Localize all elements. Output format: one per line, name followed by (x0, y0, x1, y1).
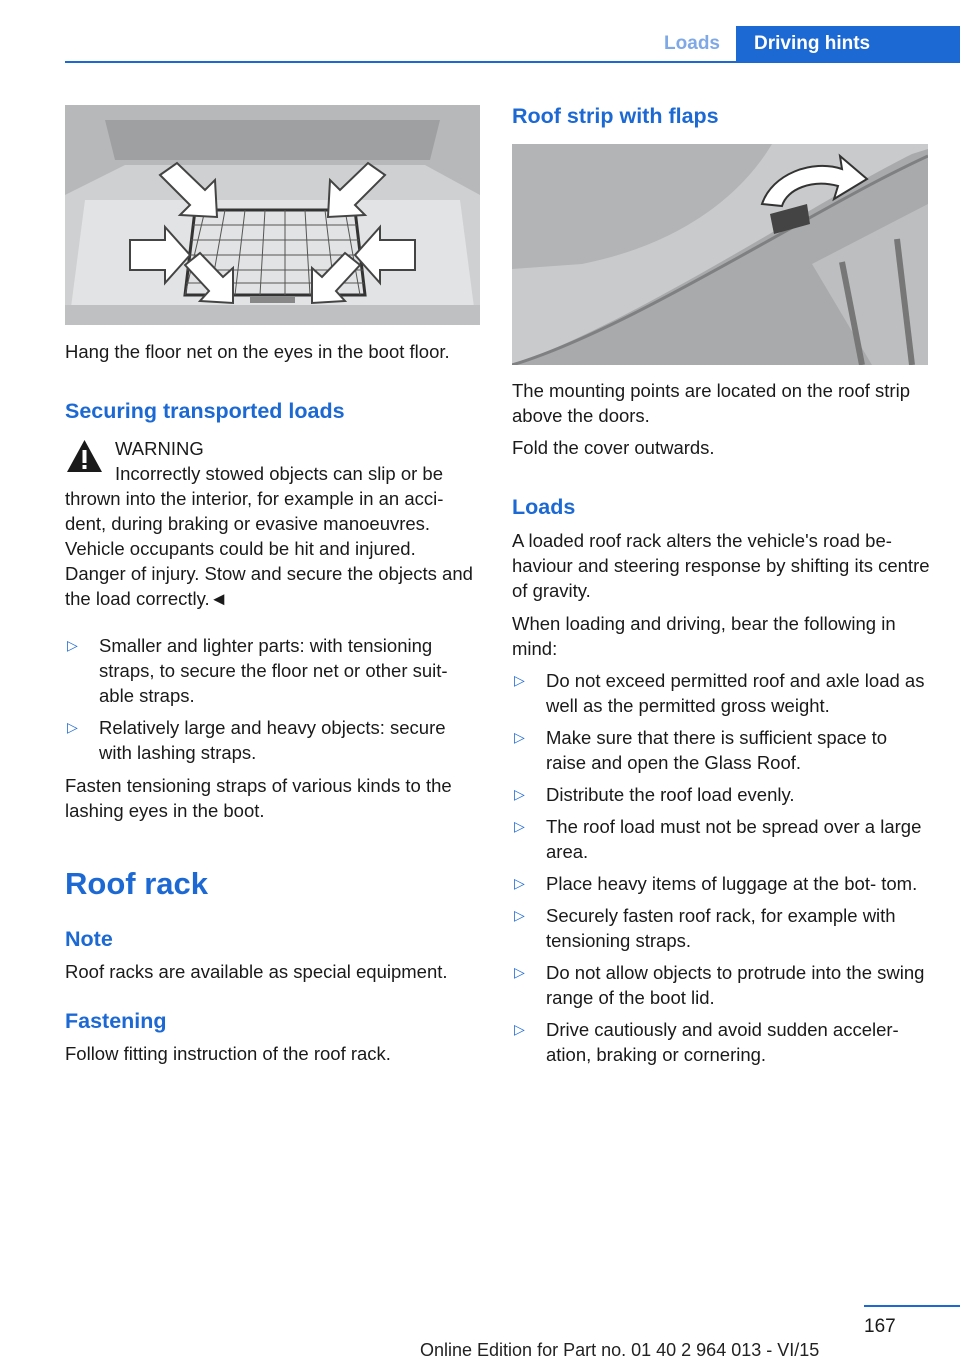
loading-bullet-list (512, 668, 930, 1074)
note-heading: Note (65, 927, 113, 951)
header-tab-driving-hints: Driving hints (736, 26, 960, 61)
list-item: ▷ The roof load must not be spread over a large area. (514, 816, 922, 862)
securing-bullet-list (65, 633, 480, 772)
warning-block (65, 436, 480, 611)
list-item: ▷ Smaller and lighter parts: with tensioning straps, to secure the floor net or other suit- able straps. (67, 635, 448, 706)
warning-triangle-icon (65, 436, 104, 478)
roof-strip-image (512, 144, 928, 365)
boot-floor-net-image (65, 105, 480, 325)
warning-title: WARNING (115, 438, 204, 459)
loads-text: A loaded roof rack alters the vehicle's road be- haviour and steering response by shifting its centre of gravity. (512, 530, 930, 601)
mounting-text: The mounting points are located on the roof strip above the doors. (512, 380, 910, 426)
triangle-bullet-icon: ▷ (514, 818, 525, 834)
fastening-heading: Fastening (65, 1009, 167, 1033)
triangle-bullet-icon: ▷ (514, 786, 525, 802)
fold-text: Fold the cover outwards. (512, 437, 715, 458)
list-item: ▷ Securely fasten roof rack, for example with tensioning straps. (514, 905, 896, 951)
triangle-bullet-icon: ▷ (514, 1021, 525, 1037)
list-item: ▷ Distribute the roof load evenly. (514, 784, 795, 805)
fastening-text: Follow fitting instruction of the roof rack. (65, 1043, 391, 1064)
footer-rule (864, 1305, 960, 1307)
roof-strip-heading: Roof strip with flaps (512, 104, 719, 128)
note-text: Roof racks are available as special equipment. (65, 961, 448, 982)
list-item: ▷ Place heavy items of luggage at the bot- tom. (514, 873, 918, 894)
loading-intro: When loading and driving, bear the following in mind: (512, 613, 896, 659)
list-item: ▷ Do not allow objects to protrude into the swing range of the boot lid. (514, 962, 925, 1008)
triangle-bullet-icon: ▷ (514, 907, 525, 923)
securing-loads-heading: Securing transported loads (65, 399, 345, 423)
triangle-bullet-icon: ▷ (514, 875, 525, 891)
loads-heading: Loads (512, 495, 576, 519)
triangle-bullet-icon: ▷ (514, 964, 525, 980)
list-item: ▷ Drive cautiously and avoid sudden acceler- ation, braking or cornering. (514, 1019, 899, 1065)
page-number: 167 (864, 1316, 896, 1337)
triangle-bullet-icon: ▷ (67, 719, 78, 735)
triangle-bullet-icon: ▷ (514, 729, 525, 745)
warning-text: Incorrectly stowed objects can slip or be thrown into the interior, for example in an acci- dent, during braking or evasive manoeuvres. Vehicle occupants could be hit and injured. Danger of injury. Stow and secure the objects and the load correctly.◄ (65, 463, 473, 609)
list-item: ▷ Relatively large and heavy objects: secure with lashing straps. (67, 717, 446, 763)
list-item: ▷ Make sure that there is sufficient space to raise and open the Glass Roof. (514, 727, 888, 773)
header-tab-loads: Loads (664, 33, 720, 54)
floor-net-caption: Hang the floor net on the eyes in the boot floor. (65, 341, 450, 362)
edition-footer: Online Edition for Part no. 01 40 2 964 013 - VI/15 (420, 1340, 820, 1360)
list-item: ▷ Do not exceed permitted roof and axle load as well as the permitted gross weight. (514, 670, 925, 716)
header-rule (65, 61, 960, 63)
triangle-bullet-icon: ▷ (67, 637, 78, 653)
triangle-bullet-icon: ▷ (514, 672, 525, 688)
roof-rack-heading: Roof rack (65, 866, 208, 901)
fasten-text: Fasten tensioning straps of various kinds to the lashing eyes in the boot. (65, 775, 452, 821)
